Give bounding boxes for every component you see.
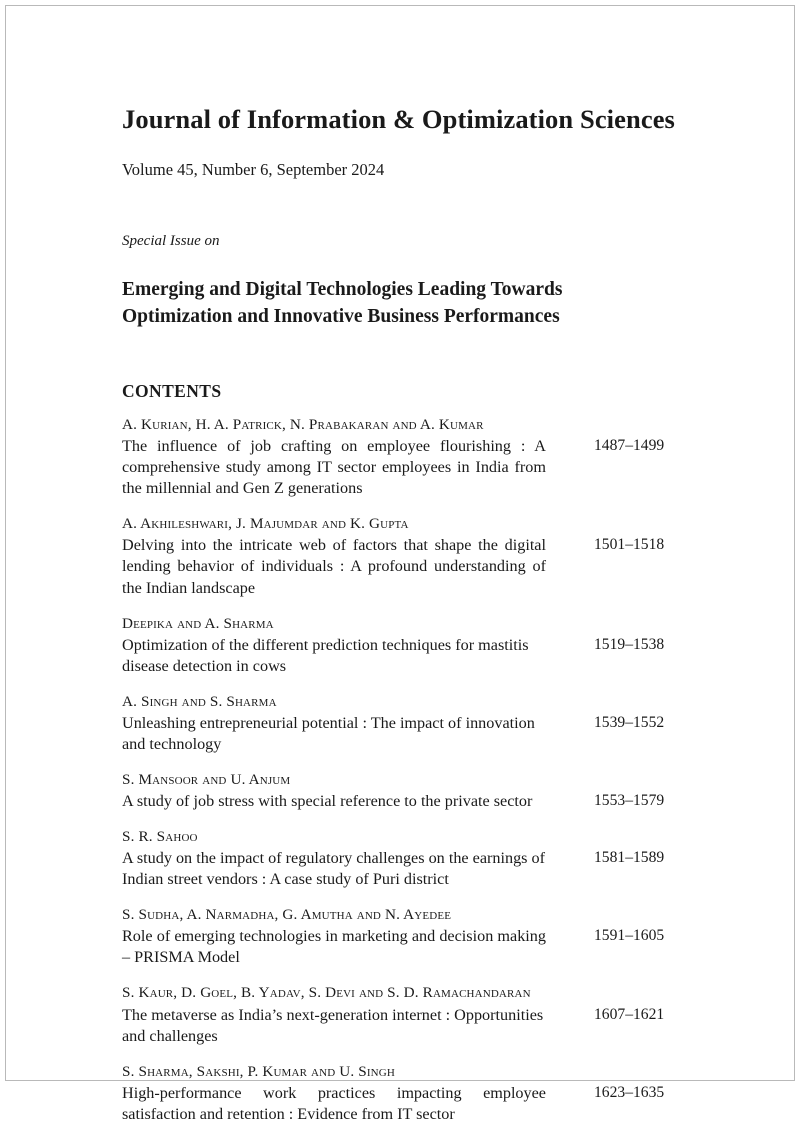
entry-authors: S. Sharma, Sakshi, P. Kumar and U. Singh (122, 1062, 395, 1080)
special-issue-title: Emerging and Digital Technologies Leading Towards Optimization and Innovative Business Performances (122, 279, 563, 328)
volume-issue-line: Volume 45, Number 6, September 2024 (122, 160, 385, 180)
entry-body (122, 848, 678, 890)
entry-authors: Deepika and A. Sharma (122, 614, 274, 632)
entry-page-range: 1581–1589 (594, 849, 665, 867)
toc-entry (122, 614, 678, 677)
entry-page-range: 1623–1635 (594, 1083, 665, 1101)
entry-body (122, 1083, 678, 1125)
toc-entry (122, 827, 678, 890)
table-of-contents (122, 415, 678, 1125)
entry-page-range: 1487–1499 (594, 437, 665, 455)
entry-title[interactable]: Delving into the intricate web of factors that shape the digital lending behavior of individuals : A profound understanding of the Indian landscape (122, 536, 546, 597)
entry-body (122, 791, 678, 812)
entry-authors: A. Kurian, H. A. Patrick, N. Prabakaran and A. Kumar (122, 416, 484, 434)
entry-page-range: 1607–1621 (594, 1005, 665, 1023)
journal-title: Journal of Information & Optimization Sciences (122, 104, 675, 134)
toc-entry (122, 905, 678, 968)
entry-page-range: 1553–1579 (594, 792, 665, 810)
entry-title[interactable]: Role of emerging technologies in marketing and decision making – PRISMA Model (122, 927, 546, 967)
toc-entry (122, 1062, 678, 1125)
entry-title[interactable]: A study on the impact of regulatory challenges on the earnings of Indian street vendors : A case study of Puri district (122, 849, 546, 889)
toc-entry (122, 514, 678, 598)
entry-body (122, 436, 678, 499)
entry-title[interactable]: High-performance work practices impacting employee satisfaction and retention : Evidence from IT sector (122, 1083, 546, 1123)
entry-title[interactable]: The influence of job crafting on employee flourishing : A comprehensive study among IT sector employees in India from the millennial and Gen Z generations (122, 437, 546, 498)
entry-body (122, 713, 678, 755)
entry-title[interactable]: Optimization of the different prediction techniques for mastitis disease detection in cows (122, 635, 529, 675)
contents-heading: CONTENTS (122, 381, 222, 402)
entry-page-range: 1519–1538 (594, 635, 665, 653)
toc-entry (122, 770, 678, 812)
toc-entry (122, 692, 678, 755)
entry-body (122, 1005, 678, 1047)
entry-body (122, 635, 678, 677)
entry-body (122, 926, 678, 968)
page-content (122, 104, 678, 1125)
entry-authors: S. R. Sahoo (122, 828, 198, 846)
entry-page-range: 1591–1605 (594, 927, 665, 945)
entry-title[interactable]: Unleashing entrepreneurial potential : The impact of innovation and technology (122, 713, 535, 753)
toc-entry (122, 983, 678, 1046)
entry-authors: A. Akhileshwari, J. Majumdar and K. Gupta (122, 515, 409, 533)
entry-body (122, 535, 678, 598)
special-issue-label: Special Issue on (122, 233, 220, 250)
entry-page-range: 1501–1518 (594, 536, 665, 554)
toc-entry (122, 415, 678, 499)
entry-page-range: 1539–1552 (594, 713, 665, 731)
entry-authors: S. Kaur, D. Goel, B. Yadav, S. Devi and S. D. Ramachandaran (122, 984, 531, 1002)
entry-authors: S. Sudha, A. Narmadha, G. Amutha and N. Ayedee (122, 906, 452, 924)
entry-title[interactable]: A study of job stress with special reference to the private sector (122, 792, 533, 811)
entry-title[interactable]: The metaverse as India’s next-generation internet : Opportunities and challenges (122, 1005, 544, 1045)
entry-authors: A. Singh and S. Sharma (122, 692, 277, 710)
entry-authors: S. Mansoor and U. Anjum (122, 770, 291, 788)
